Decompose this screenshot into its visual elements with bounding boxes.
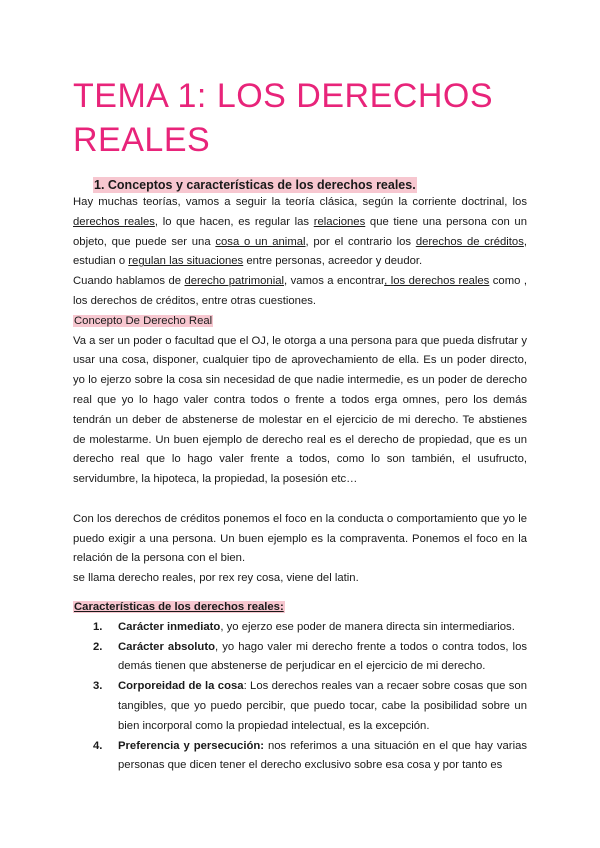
underlined-term: regulan las situaciones	[128, 255, 244, 268]
list-item-title: Carácter inmediato	[118, 620, 221, 633]
list-item	[93, 677, 527, 736]
list-number: 4.	[93, 739, 103, 752]
list-number: 2.	[93, 640, 103, 653]
list-item-title: Preferencia y persecución:	[118, 739, 265, 752]
paragraph-2	[73, 272, 527, 312]
text-run: Hay muchas teorías, vamos a seguir la teoría clásica, según la corriente doctrinal, los	[73, 196, 527, 208]
text-run: , por el contrario los	[305, 235, 416, 248]
list-item	[93, 737, 527, 777]
list-item-text: : Los derechos reales van a recaer sobre cosas que son tangibles, que yo puedo percibir, que puedo tocar, cabe la posibilidad sobre un bien incorporal como la propiedad intelectual, es la excepción.	[118, 680, 527, 732]
list-item-text: , yo ejerzo ese poder de manera directa sin intermediarios.	[220, 620, 515, 633]
list-item	[93, 638, 527, 678]
paragraph-3: Va a ser un poder o facultad que el OJ, le otorga a una persona para que pueda disfrutar y usar una cosa, disponer, cualquier tipo de aprovechamiento de ella. Es un poder directo, yo lo ejerzo sobre la cosa sin necesidad de que nadie intermedie, es un poder de derecho real que yo lo hago valer contra todos o frente a todos erga omnes, pero los demás tendrán un deber de abstenerse de molestar en el ejercicio de mi derecho. Te abstienes de molestarme. Un buen ejemplo de derecho real es el derecho de propiedad, que es un derecho real que lo hago valer frente a todos, como lo son también, el usufructo, servidumbre, la hipoteca, la propiedad, la posesión etc…	[73, 334, 527, 486]
title-line-2: REALES	[73, 121, 211, 159]
list-item-text: nos referimos a una situación en el que hay varias personas que dicen tener el derecho exclusivo sobre esa cosa y por tanto es	[118, 739, 528, 772]
list-item-text: , yo hago valer mi derecho frente a todos o contra todos, los demás tienen que abstenerse de perjudicar en el ejercicio de mi derecho.	[118, 640, 528, 673]
list-item-title: Corporeidad de la cosa	[118, 680, 244, 693]
paragraph-1	[73, 193, 527, 272]
page-title	[73, 74, 533, 162]
paragraph-5: se llama derecho reales, por rex rey cosa, viene del latin.	[73, 572, 359, 585]
list-number: 1.	[93, 620, 103, 633]
characteristics-heading: Características de los derechos reales:	[74, 601, 284, 613]
underlined-term: derechos reales	[73, 215, 155, 228]
concept-label-line	[73, 312, 527, 332]
underlined-term: , los derechos reales	[384, 275, 490, 288]
underlined-term: derecho patrimonial	[184, 275, 284, 288]
title-line-1: TEMA 1: LOS DERECHOS	[73, 77, 493, 115]
text-run: , estudian o	[73, 235, 527, 268]
list-item	[93, 618, 527, 638]
paragraph-4: Con los derechos de créditos ponemos el foco en la conducta o comportamiento que yo le puedo exigir a una persona. Un buen ejemplo es la compraventa. Ponemos el foco en la relación de la persona con el bien.	[73, 512, 527, 565]
list-number: 3.	[93, 680, 103, 693]
characteristics-heading-line	[73, 598, 527, 618]
text-run: que tiene una persona con un objeto, que puede ser una	[73, 215, 527, 248]
text-run: como , los derechos de créditos, entre otras cuestiones.	[73, 275, 527, 307]
text-run: entre personas, acreedor y deudor.	[243, 255, 423, 268]
blank-line	[73, 490, 527, 510]
underlined-term: relaciones	[313, 215, 366, 228]
text-run: Cuando hablamos de	[73, 275, 185, 288]
text-run: , vamos a encontrar	[284, 275, 385, 288]
concept-label: Concepto De Derecho Real	[74, 314, 213, 327]
section-heading: 1. Conceptos y características de los derechos reales.	[94, 178, 416, 192]
characteristics-block	[73, 598, 527, 776]
text-run: , lo que hacen, es regular las	[154, 215, 314, 228]
characteristics-list	[93, 618, 527, 776]
intro-block	[73, 193, 527, 589]
underlined-term: cosa o un animal	[215, 235, 306, 248]
list-item-title: Carácter absoluto	[118, 640, 215, 653]
underlined-term: derechos de créditos	[415, 235, 524, 248]
